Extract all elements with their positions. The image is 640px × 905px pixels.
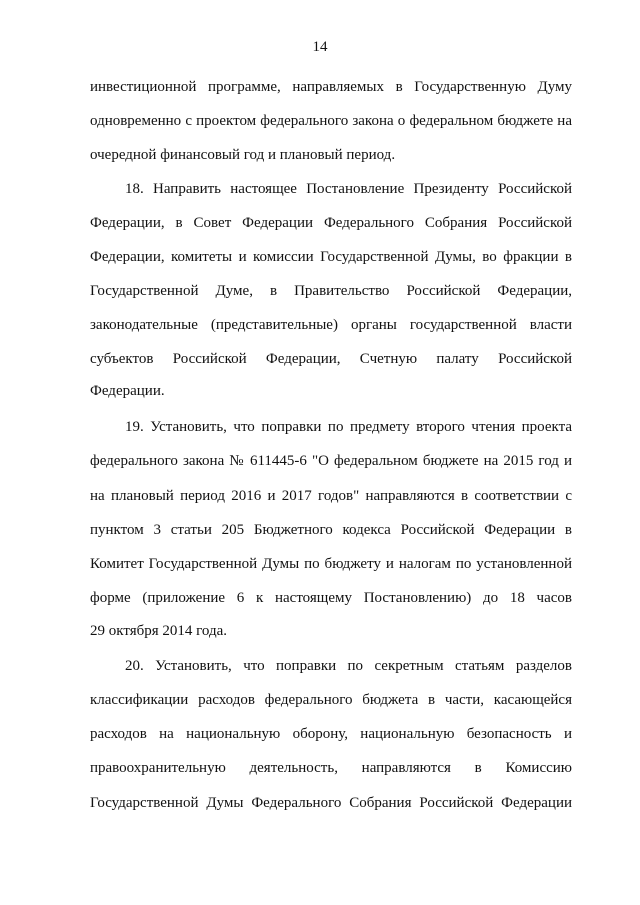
- text-line: Федерации.: [90, 383, 165, 399]
- text-line: Государственной Думе, в Правительство Российской Федерации,: [90, 283, 572, 299]
- text-line: форме (приложение 6 к настоящему Постановлению) до 18 часов: [90, 590, 572, 606]
- text-line: расходов на национальную оборону, национальную безопасность и: [90, 726, 572, 742]
- text-line: субъектов Российской Федерации, Счетную палату Российской: [90, 351, 572, 367]
- page-number: 14: [312, 39, 328, 55]
- text-line: одновременно с проектом федерального закона о федеральном бюджете на: [90, 113, 572, 129]
- text-line: Государственной Думы Федерального Собрания Российской Федерации: [90, 795, 572, 811]
- text-line: 20. Установить, что поправки по секретным статьям разделов: [125, 658, 572, 674]
- text-line: классификации расходов федерального бюджета в части, касающейся: [90, 692, 572, 708]
- text-line: 19. Установить, что поправки по предмету второго чтения проекта: [125, 419, 572, 435]
- text-line: пунктом 3 статьи 205 Бюджетного кодекса Российской Федерации в: [90, 522, 572, 538]
- text-line: 18. Направить настоящее Постановление Президенту Российской: [125, 181, 572, 197]
- text-line: законодательные (представительные) органы государственной власти: [90, 317, 572, 333]
- text-line: федерального закона № 611445-6 "О федеральном бюджете на 2015 год и: [90, 453, 572, 469]
- text-line: Комитет Государственной Думы по бюджету и налогам по установленной: [90, 556, 572, 572]
- text-line: 29 октября 2014 года.: [90, 623, 228, 639]
- text-line: инвестиционной программе, направляемых в Государственную Думу: [90, 79, 572, 95]
- text-line: очередной финансовый год и плановый период.: [90, 147, 396, 163]
- text-line: Федерации, комитеты и комиссии Государственной Думы, во фракции в: [90, 249, 572, 265]
- text-line: правоохранительную деятельность, направляются в Комиссию: [90, 760, 572, 776]
- text-line: на плановый период 2016 и 2017 годов" направляются в соответствии с: [90, 488, 572, 504]
- text-line: Федерации, в Совет Федерации Федерального Собрания Российской: [90, 215, 572, 231]
